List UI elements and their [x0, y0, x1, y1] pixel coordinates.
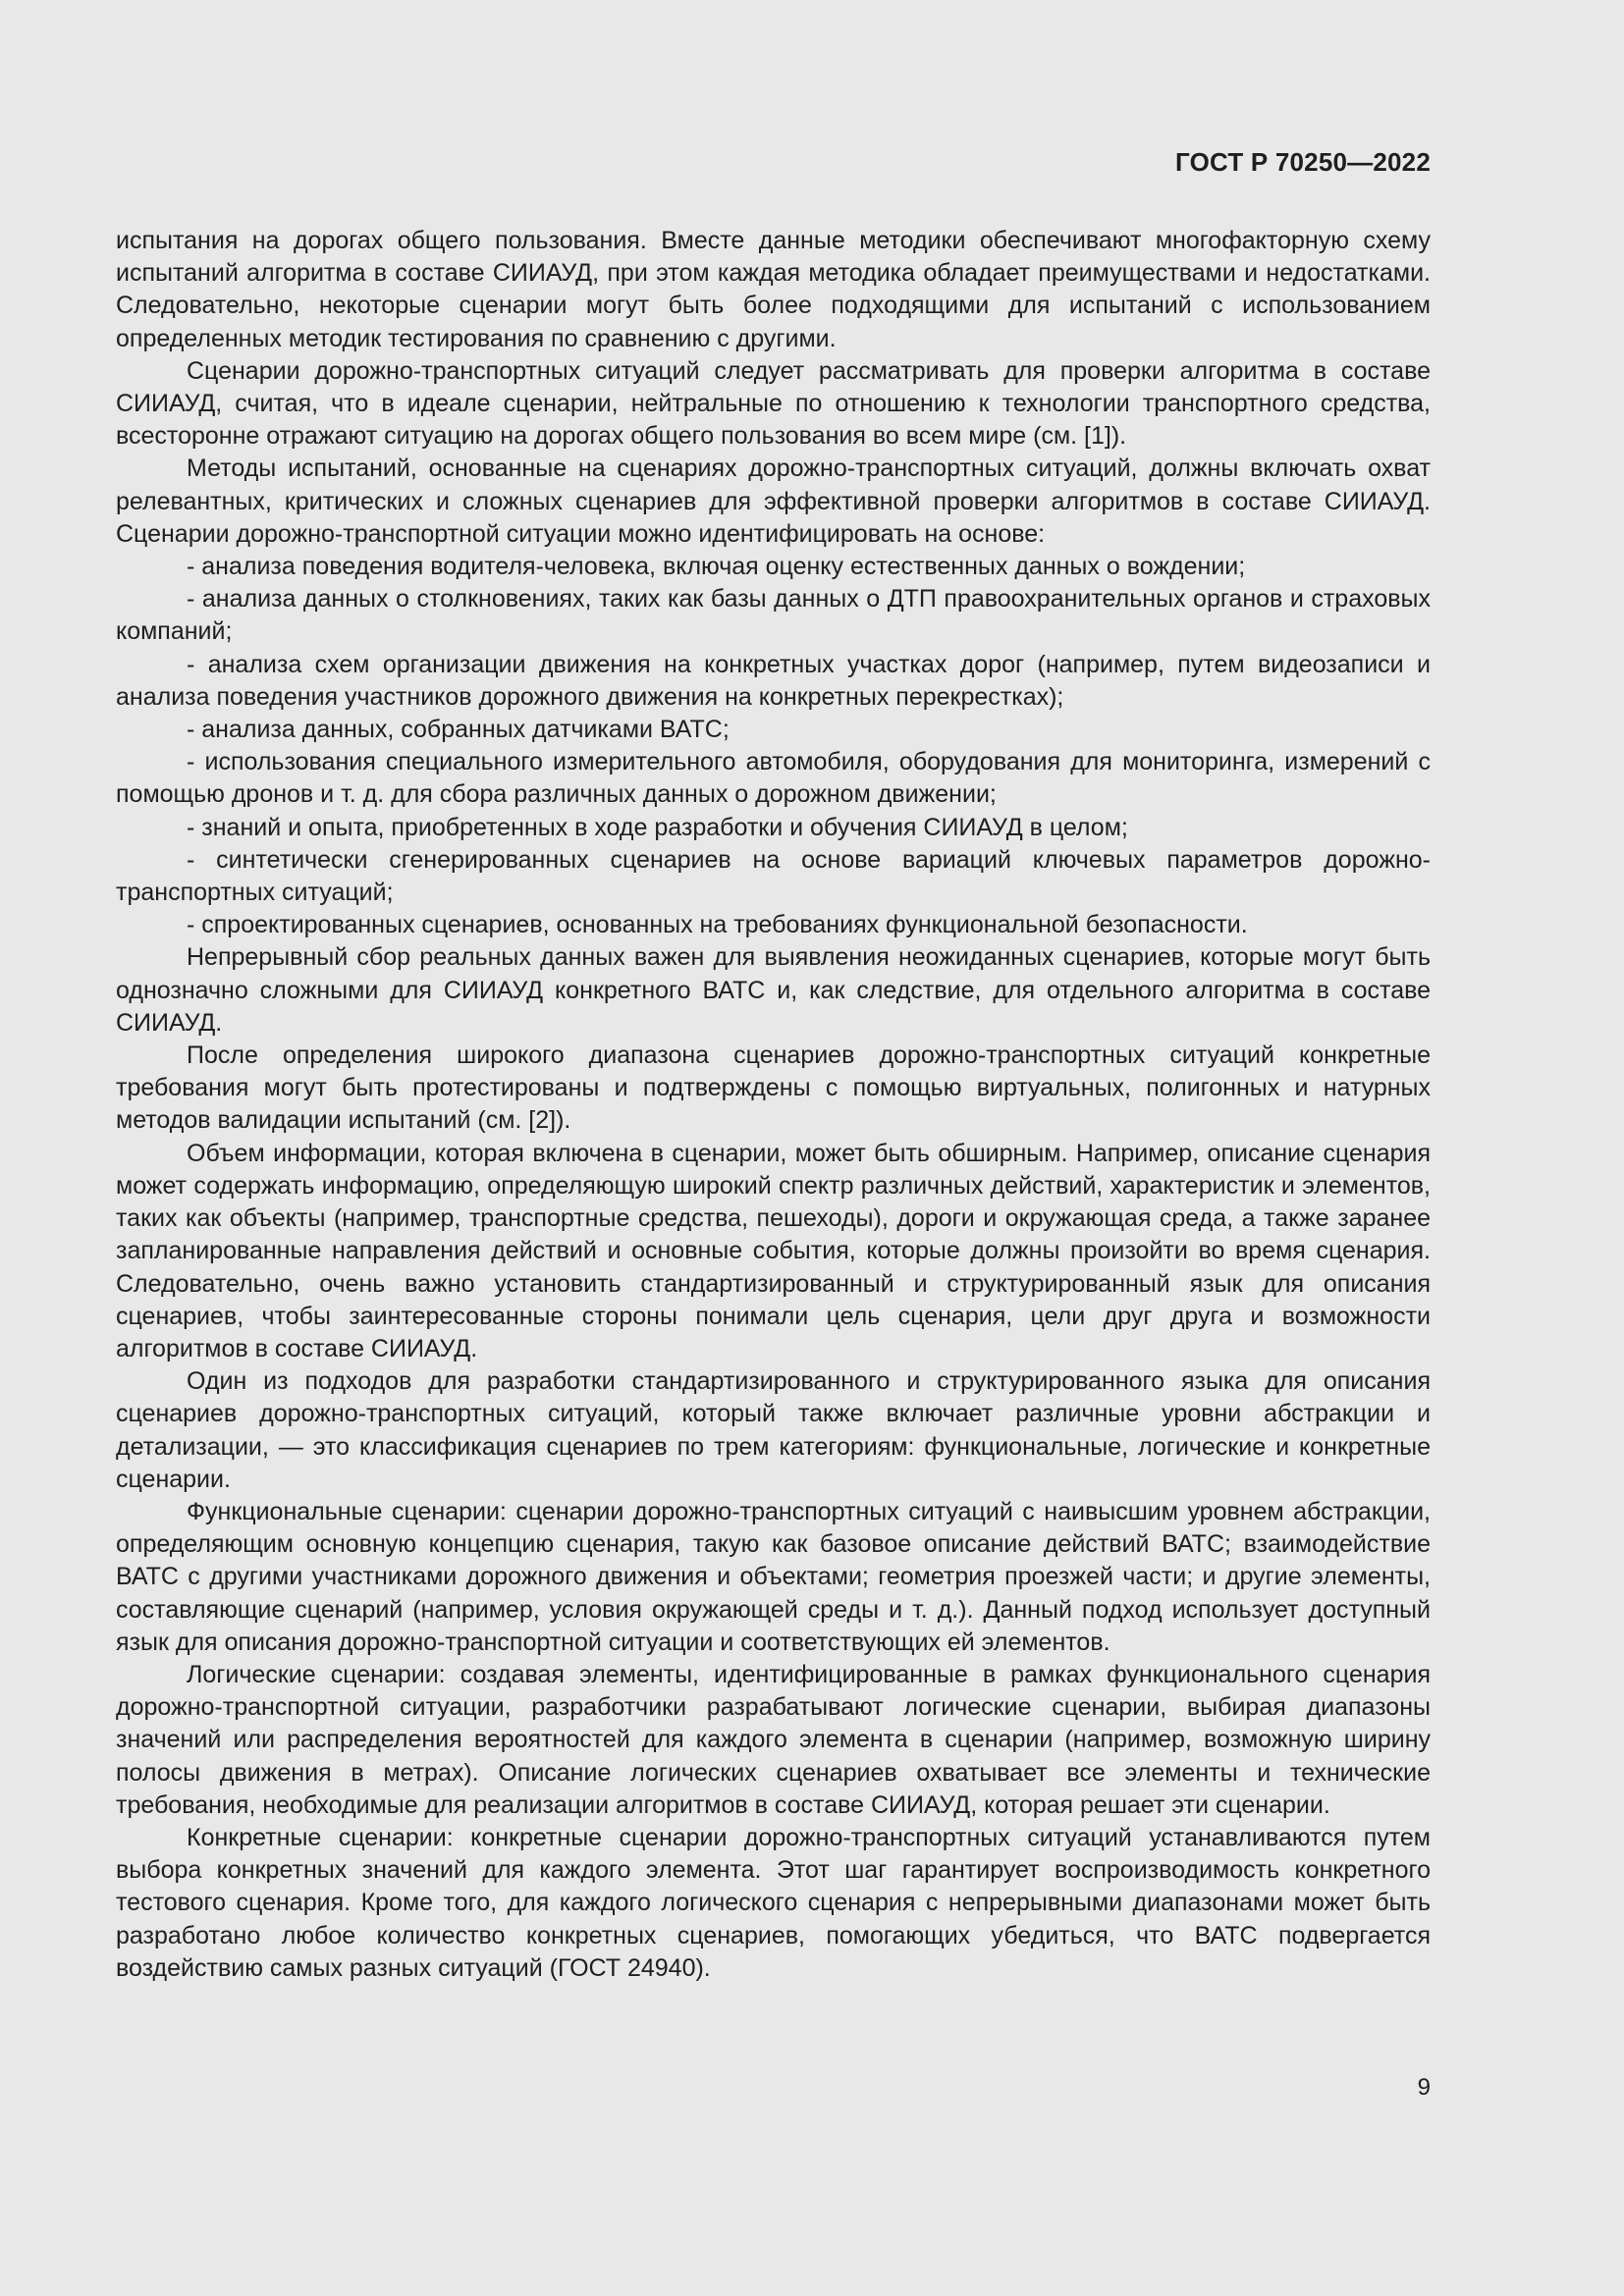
list-item: - анализа данных о столкновениях, таких как базы данных о ДТП правоохранительных органов и страховых компаний;	[116, 585, 1431, 646]
paragraph: Функциональные сценарии: сценарии дорожно-транспортных ситуаций с наивысшим уровнем абстракции, определяющим основную концепцию сценария, такую как базовое описание действий ВАТС; взаимодействие ВАТС с другими участниками дорожного движения и объектами; геометрия проезжей части; и другие элементы, составляющие сценарий (например, условия окружающей среды и т. д.). Данный подход использует доступный язык для описания дорожно-транспортной ситуации и соответствующих ей элементов.	[116, 1497, 1431, 1656]
paragraph: Сценарии дорожно-транспортных ситуаций следует рассматривать для проверки алгоритма в составе СИИАУД, считая, что в идеале сценарии, нейтральные по отношению к технологии транспортного средства, всесторонне отражают ситуацию на дорогах общего пользования во всем мире (см. [1]).	[116, 356, 1431, 451]
paragraph: Конкретные сценарии: конкретные сценарии дорожно-транспортных ситуаций устанавливаются путем выбора конкретных значений для каждого элемента. Этот шаг гарантирует воспроизводимость конкретного тестового сценария. Кроме того, для каждого логического сценария с непрерывными диапазонами может быть разработано любое количество конкретных сценариев, помогающих убедиться, что ВАТС подвергается воздействию самых разных ситуаций (ГОСТ 24940).	[116, 1823, 1431, 1982]
paragraph-continuation: испытания на дорогах общего пользования. Вместе данные методики обеспечивают многофакторную схему испытаний алгоритма в составе СИИАУД, при этом каждая методика обладает преимуществами и недостатками. Следовательно, некоторые сценарии могут быть более подходящими для испытаний с использованием определенных методик тестирования по сравнению с другими.	[116, 227, 1431, 352]
list-item: - синтетически сгенерированных сценариев на основе вариаций ключевых параметров дорожно-транспортных ситуаций;	[116, 845, 1431, 907]
list-item: - анализа схем организации движения на конкретных участках дорог (например, путем видеозаписи и анализа поведения участников дорожного движения на конкретных перекрестках);	[116, 650, 1431, 711]
list-item: - анализа поведения водителя-человека, включая оценку естественных данных о вождении;	[187, 553, 1246, 581]
paragraph: Логические сценарии: создавая элементы, идентифицированные в рамках функционального сценария дорожно-транспортной ситуации, разработчики разрабатывают логические сценарии, выбирая диапазоны значений или распределения вероятностей для каждого элемента в сценарии (например, возможную ширину полосы движения в метрах). Описание логических сценариев охватывает все элементы и технические требования, необходимые для реализации алгоритмов в составе СИИАУД, которая решает эти сценарии.	[116, 1660, 1431, 1819]
page-number: 9	[1417, 2074, 1431, 2101]
paragraph: Непрерывный сбор реальных данных важен для выявления неожиданных сценариев, которые могут быть однозначно сложными для СИИАУД конкретного ВАТС и, как следствие, для отдельного алгоритма в составе СИИАУД.	[116, 943, 1431, 1037]
document-body	[116, 225, 1431, 1985]
list-item: - спроектированных сценариев, основанных на требованиях функциональной безопасности.	[187, 911, 1248, 939]
list-item: - знаний и опыта, приобретенных в ходе разработки и обучения СИИАУД в целом;	[187, 813, 1128, 841]
paragraph: Один из подходов для разработки стандартизированного и структурированного языка для описания сценариев дорожно-транспортных ситуаций, который также включает различные уровни абстракции и детализации, — это классификация сценариев по трем категориям: функциональные, логические и конкретные сценарии.	[116, 1367, 1431, 1493]
list-item: - использования специального измерительного автомобиля, оборудования для мониторинга, измерений с помощью дронов и т. д. для сбора различных данных о дорожном движении;	[116, 748, 1431, 809]
list-item: - анализа данных, собранных датчиками ВАТС;	[187, 716, 730, 744]
standard-designation: ГОСТ Р 70250—2022	[1175, 147, 1431, 177]
paragraph: После определения широкого диапазона сценариев дорожно-транспортных ситуаций конкретные требования могут быть протестированы и подтверждены с помощью виртуальных, полигонных и натурных методов валидации испытаний (см. [2]).	[116, 1041, 1431, 1135]
paragraph: Объем информации, которая включена в сценарии, может быть обширным. Например, описание сценария может содержать информацию, определяющую широкий спектр различных действий, характеристик и элементов, таких как объекты (например, транспортные средства, пешеходы), дороги и окружающая среда, а также заранее запланированные направления действий и основные события, которые должны произойти во время сценария. Следовательно, очень важно установить стандартизированный и структурированный язык для описания сценариев, чтобы заинтересованные стороны понимали цель сценария, цели друг друга и возможности алгоритмов в составе СИИАУД.	[116, 1139, 1431, 1362]
paragraph: Методы испытаний, основанные на сценариях дорожно-транспортных ситуаций, должны включать охват релевантных, критических и сложных сценариев для эффективной проверки алгоритмов в составе СИИАУД. Сценарии дорожно-транспортной ситуации можно идентифицировать на основе:	[116, 454, 1431, 548]
